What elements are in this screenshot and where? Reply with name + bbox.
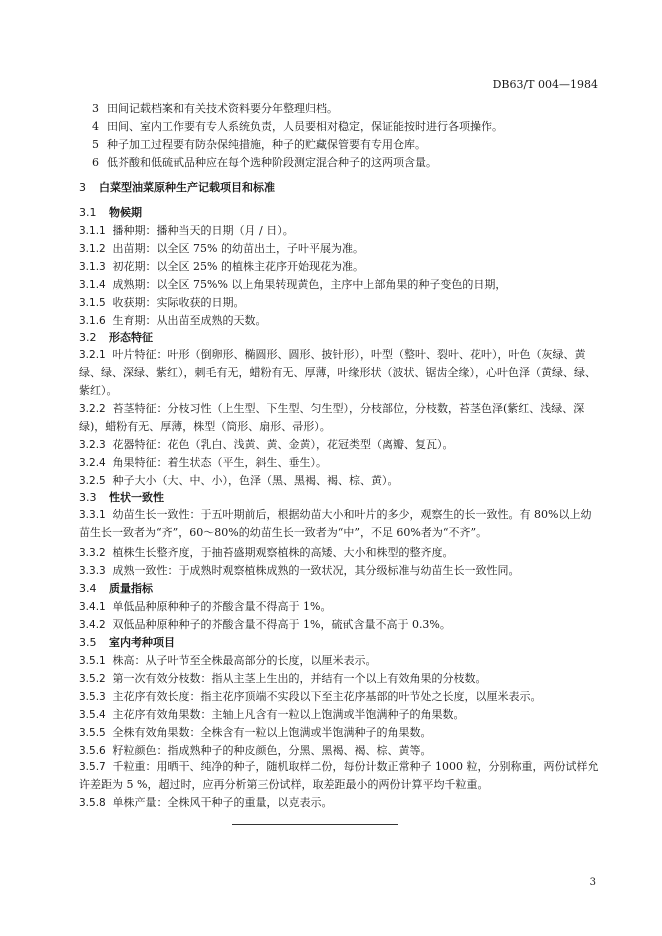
end-divider [232, 824, 398, 825]
clause: 3.2.5 种子大小（大、中、小），色泽（黑、黑褐、褐、棕、黄）。 [79, 474, 399, 487]
page-number: 3 [589, 877, 596, 888]
clause: 3.4.1 单低品种原种种子的芥酸含量不得高于 1%。 [79, 600, 332, 613]
clause: 3.1.2 出苗期：以全区 75% 的幼苗出土，子叶平展为准。 [79, 242, 364, 255]
clause: 3.5.4 主花序有效角果数：主轴上凡含有一粒以上饱满或半饱满种子的角果数。 [79, 708, 465, 721]
clause: 3.3.1 幼苗生长一致性：于五叶期前后，根据幼苗大小和叶片的多少，观察生的长一致性。有 80%以上幼苗生长一致者为“齐”，60～80%的幼苗生长一致者为“中”，不足 60%者为“不齐”。 [79, 508, 592, 539]
clause: 3.5.5 全株有效角果数：全株含有一粒以上饱满或半饱满种子的角果数。 [79, 726, 432, 739]
clause: 3.1.3 初花期：以全区 25% 的植株主花序开始现花为准。 [79, 260, 364, 273]
clause: 3.4.2 双低品种原种种子的芥酸含量不得高于 1%，硫甙含量不高于 0.3%。 [79, 618, 451, 631]
clause: 3.1.4 成熟期：以全区 75%% 以上角果转现黄色，主序中上部角果的种子变色的日期， [79, 278, 507, 291]
subsection-heading: 3.5 室内考种项目 [79, 636, 175, 649]
clause: 3.5.7 千粒重：用晒干、纯净的种子，随机取样二份，每份计数正常种子 1000 粒，分别称重，两份试样允许差距为 5 %，超过时，应再分析第三份试样，取差距最小的两份计算平均千粒重。 [79, 760, 599, 791]
clause: 3.1.5 收获期：实际收获的日期。 [79, 296, 245, 309]
clause: 3.2.3 花器特征：花色（乳白、浅黄、黄、金黄），花冠类型（离瓣、复瓦）。 [79, 438, 454, 451]
list-item: 3 田间记载档案和有关技术资料要分年整理归档。 [92, 102, 338, 115]
list-item: 5 种子加工过程要有防杂保纯措施，种子的贮藏保管要有专用仓库。 [92, 138, 426, 151]
clause: 3.5.8 单株产量：全株风干种子的重量，以克表示。 [79, 796, 333, 809]
clause: 3.1.1 播种期：播种当天的日期（月 / 日）。 [79, 224, 294, 237]
clause: 3.5.6 籽粒颜色：指成熟种子的种皮颜色，分黑、黑褐、褐、棕、黄等。 [79, 744, 432, 757]
subsection-heading: 3.1 物候期 [79, 206, 142, 219]
list-item: 4 田间、室内工作要有专人系统负责，人员要相对稳定，保证能按时进行各项操作。 [92, 120, 503, 133]
clause: 3.3.2 植株生长整齐度，于抽苔盛期观察植株的高矮、大小和株型的整齐度。 [79, 546, 454, 559]
list-item: 6 低芥酸和低硫甙品种应在每个选种阶段测定混合种子的这两项含量。 [92, 156, 437, 169]
clause: 3.1.6 生育期：从出苗至成熟的天数。 [79, 314, 267, 327]
clause: 3.2.2 苔茎特征：分枝习性（上生型、下生型、匀生型），分枝部位，分枝数，苔茎色泽(紫红、浅绿、深绿)，蜡粉有无、厚薄，株型（筒形、扇形、帚形）。 [79, 402, 585, 433]
clause: 3.5.1 株高：从子叶节至全株最高部分的长度，以厘米表示。 [79, 654, 377, 667]
clause: 3.5.3 主花序有效长度：指主花序顶端不实段以下至主花序基部的叶节处之长度，以厘米表示。 [79, 690, 542, 703]
document-code: DB63/T 004—1984 [492, 78, 598, 91]
clause: 3.2.4 角果特征：着生状态（平生，斜生、垂生）。 [79, 456, 327, 469]
clause: 3.5.2 第一次有效分枝数：指从主茎上生出的，并结有一个以上有效角果的分枝数。 [79, 672, 487, 685]
subsection-heading: 3.3 性状一致性 [79, 491, 164, 504]
clause: 3.3.3 成熟一致性：于成熟时观察植株成熟的一致状况，其分级标准与幼苗生长一致性同。 [79, 564, 520, 577]
clause: 3.2.1 叶片特征：叶形（倒卵形、椭圆形、圆形、披针形），叶型（整叶、裂叶、花叶），叶色（灰绿、黄绿、绿、深绿、紫红），刺毛有无，蜡粉有无、厚薄，叶缘形状（波状、锯齿全缘），心叶色泽（黄绿、绿、紫红）。 [79, 348, 596, 397]
subsection-heading: 3.4 质量指标 [79, 582, 153, 595]
subsection-heading: 3.2 形态特征 [79, 331, 153, 344]
section-heading: 3 白菜型油菜原种生产记载项目和标准 [79, 181, 275, 194]
